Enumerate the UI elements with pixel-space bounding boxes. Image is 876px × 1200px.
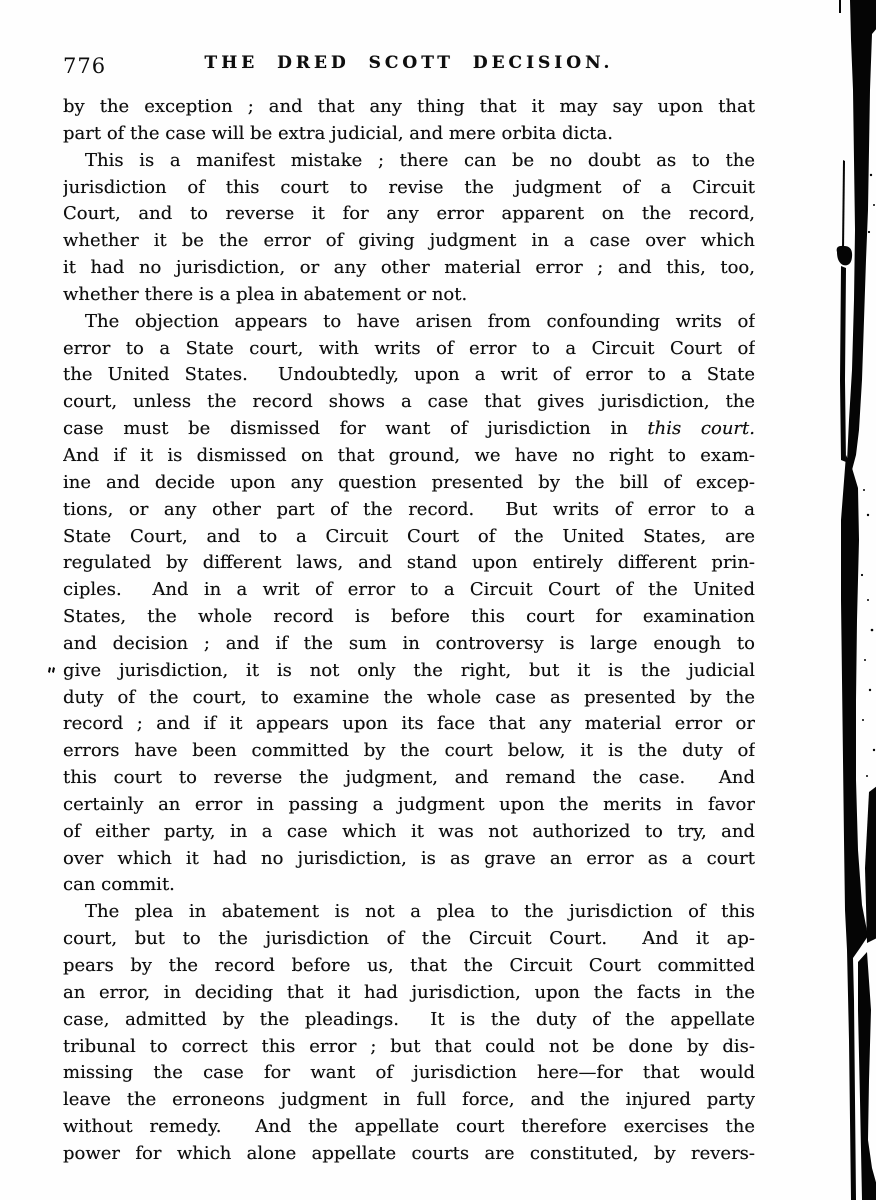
scan-streak-right-lower (858, 952, 876, 1200)
text-block (63, 94, 755, 1168)
text-line: missing the case for want of jurisdiction here—for that would (63, 1062, 755, 1084)
text-line: Court, and to reverse it for any error apparent on the record, (63, 203, 755, 225)
page-number: 776 (63, 54, 107, 78)
text-line: the United States. Undoubtedly, upon a writ of error to a State (63, 364, 755, 386)
scan-thin-streak-2 (840, 266, 846, 462)
text-line: leave the erroneons judgment in full force, and the injured party (63, 1089, 755, 1111)
scan-streak-right-upper (865, 786, 876, 943)
text-line: without remedy. And the appellate court therefore exercises the (63, 1116, 755, 1138)
text-line: regulated by different laws, and stand upon entirely different prin- (63, 552, 755, 574)
text-line: it had no jurisdiction, or any other material error ; and this, too, (63, 257, 755, 279)
text-line: case, admitted by the pleadings. It is the duty of the appellate (63, 1008, 755, 1030)
italic-phrase: this court. (647, 418, 755, 440)
text-line: tions, or any other part of the record. But writs of error to a (63, 498, 755, 520)
page-header (63, 50, 755, 80)
text-line: jurisdiction of this court to revise the judgment of a Circuit (63, 176, 755, 198)
text-line: ciples. And in a writ of error to a Circuit Court of the United (63, 579, 755, 601)
text-line: pears by the record before us, that the Circuit Court committed (63, 955, 755, 976)
text-segment: case must be dismissed for want of jurisdiction in (63, 418, 648, 440)
text-line: an error, in deciding that it had jurisdiction, upon the facts in the (63, 981, 755, 1003)
text-line: The objection appears to have arisen from confounding writs of (85, 310, 755, 332)
text-line: court, but to the jurisdiction of the Circuit Court. And it ap- (63, 928, 755, 950)
text-line: of either party, in a case which it was not authorized to try, and (63, 820, 755, 842)
text-line: And if it is dismissed on that ground, we have no right to exam- (63, 444, 755, 466)
page-title: THE DRED SCOTT DECISION. (204, 53, 614, 73)
text-line: whether there is a plea in abatement or not. (63, 283, 468, 305)
text-line: error to a State court, with writs of error to a Circuit Court of (63, 337, 755, 359)
text-line: by the exception ; and that any thing that it may say upon that (63, 96, 755, 117)
text-line: State Court, and to a Circuit Court of the United States, are (63, 525, 755, 547)
text-line: part of the case will be extra judicial, and mere orbita dicta. (63, 122, 613, 144)
ink-speck (48, 667, 55, 673)
text-line: errors have been committed by the court below, it is the duty of (63, 740, 755, 762)
text-line: over which it had no jurisdiction, is as grave an error as a court (63, 847, 755, 869)
scan-thin-streak (842, 160, 845, 250)
text-line: court, unless the record shows a case that gives jurisdiction, the (63, 391, 755, 413)
scan-streak-top (847, 0, 876, 470)
text-line: power for which alone appellate courts are constituted, by revers- (63, 1142, 755, 1164)
text-line: This is a manifest mistake ; there can be no doubt as to the (85, 149, 755, 171)
scan-blob (837, 246, 852, 265)
text-line: give jurisdiction, it is not only the right, but it is the judicial (63, 659, 755, 681)
scan-tick (839, 0, 841, 13)
text-line: States, the whole record is before this court for examination (63, 606, 755, 628)
text-line: tribunal to correct this error ; but that could not be done by dis- (63, 1035, 755, 1057)
text-line: this court to reverse the judgment, and remand the case. And (63, 767, 755, 789)
text-line: ine and decide upon any question presented by the bill of excep- (63, 471, 755, 493)
text-line (63, 416, 755, 443)
scan-streak-main (841, 455, 868, 1200)
text-line: record ; and if it appears upon its face that any material error or (63, 713, 755, 735)
text-line: whether it be the error of giving judgment in a case over which (63, 230, 755, 252)
text-line: duty of the court, to examine the whole case as presented by the (63, 686, 755, 708)
text-line: certainly an error in passing a judgment upon the merits in favor (63, 793, 755, 815)
text-line: The plea in abatement is not a plea to the jurisdiction of this (85, 901, 755, 923)
text-line: can commit. (63, 874, 175, 896)
text-line: and decision ; and if the sum in controversy is large enough to (63, 632, 755, 654)
